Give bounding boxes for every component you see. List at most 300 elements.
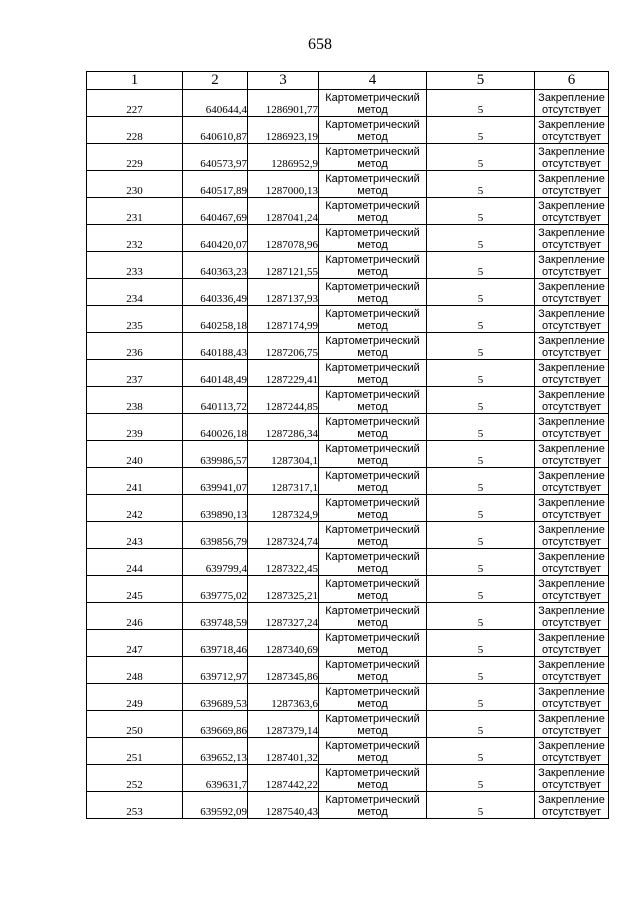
accuracy-value: 5 (427, 603, 535, 630)
header-col-3: 3 (248, 72, 319, 90)
point-number: 241 (87, 468, 183, 495)
determination-method (319, 684, 427, 711)
fixing-line-1: Закрепление (538, 173, 605, 185)
accuracy-value: 5 (427, 117, 535, 144)
method-line-2: метод (357, 806, 388, 818)
fixing-description (535, 684, 609, 711)
header-col-6: 6 (535, 72, 609, 90)
coordinate-y: 1287137,93 (248, 279, 319, 306)
accuracy-value: 5 (427, 549, 535, 576)
fixing-line-1: Закрепление (538, 416, 605, 428)
determination-method (319, 279, 427, 306)
fixing-line-2: отсутствует (541, 131, 601, 143)
point-number: 235 (87, 306, 183, 333)
table-row (87, 603, 609, 630)
fixing-line-1: Закрепление (538, 389, 605, 401)
coordinate-y: 1287121,55 (248, 252, 319, 279)
table-row (87, 549, 609, 576)
coordinate-x: 640026,18 (183, 414, 248, 441)
fixing-description (535, 252, 609, 279)
determination-method (319, 603, 427, 630)
table-row (87, 522, 609, 549)
fixing-line-2: отсутствует (541, 104, 601, 116)
fixing-line-1: Закрепление (538, 605, 605, 617)
fixing-line-1: Закрепление (538, 632, 605, 644)
method-line-2: метод (357, 401, 388, 413)
fixing-description (535, 225, 609, 252)
coordinate-x: 639941,07 (183, 468, 248, 495)
coordinate-x: 640258,18 (183, 306, 248, 333)
method-line-1: Картометрический (325, 173, 420, 185)
coordinate-x: 639890,13 (183, 495, 248, 522)
accuracy-value: 5 (427, 441, 535, 468)
table-row (87, 684, 609, 711)
determination-method (319, 360, 427, 387)
method-line-1: Картометрический (325, 713, 420, 725)
determination-method (319, 333, 427, 360)
coordinate-y: 1287540,43 (248, 792, 319, 819)
fixing-line-1: Закрепление (538, 659, 605, 671)
coordinate-x: 639669,86 (183, 711, 248, 738)
method-line-2: метод (357, 779, 388, 791)
accuracy-value: 5 (427, 765, 535, 792)
coordinate-x: 640363,23 (183, 252, 248, 279)
determination-method (319, 495, 427, 522)
page-number: 658 (308, 36, 332, 53)
coordinate-y: 1287322,45 (248, 549, 319, 576)
fixing-line-1: Закрепление (538, 146, 605, 158)
accuracy-value: 5 (427, 738, 535, 765)
coordinate-y: 1287000,13 (248, 171, 319, 198)
fixing-description (535, 333, 609, 360)
method-line-1: Картометрический (325, 362, 420, 374)
table-row (87, 144, 609, 171)
coordinate-y: 1287363,6 (248, 684, 319, 711)
fixing-line-1: Закрепление (538, 281, 605, 293)
method-line-1: Картометрический (325, 443, 420, 455)
fixing-line-2: отсутствует (541, 752, 601, 764)
method-line-2: метод (357, 131, 388, 143)
table-row (87, 198, 609, 225)
method-line-1: Картометрический (325, 497, 420, 509)
accuracy-value: 5 (427, 387, 535, 414)
method-line-1: Картометрический (325, 605, 420, 617)
point-number: 230 (87, 171, 183, 198)
point-number: 246 (87, 603, 183, 630)
determination-method (319, 657, 427, 684)
coordinate-x: 640113,72 (183, 387, 248, 414)
point-number: 249 (87, 684, 183, 711)
table-row (87, 306, 609, 333)
method-line-2: метод (357, 536, 388, 548)
method-line-1: Картометрический (325, 767, 420, 779)
method-line-2: метод (357, 455, 388, 467)
accuracy-value: 5 (427, 144, 535, 171)
determination-method (319, 117, 427, 144)
table-row (87, 468, 609, 495)
method-line-2: метод (357, 617, 388, 629)
method-line-1: Картометрический (325, 686, 420, 698)
coordinate-x: 640420,07 (183, 225, 248, 252)
coordinate-x: 640148,49 (183, 360, 248, 387)
method-line-1: Картометрический (325, 632, 420, 644)
fixing-line-2: отсутствует (541, 212, 601, 224)
determination-method (319, 387, 427, 414)
method-line-2: метод (357, 266, 388, 278)
coordinate-y: 1287244,85 (248, 387, 319, 414)
point-number: 240 (87, 441, 183, 468)
fixing-description (535, 198, 609, 225)
coordinate-y: 1287379,14 (248, 711, 319, 738)
accuracy-value: 5 (427, 306, 535, 333)
coordinate-y: 1287325,21 (248, 576, 319, 603)
method-line-1: Картометрический (325, 524, 420, 536)
method-line-2: метод (357, 563, 388, 575)
fixing-line-1: Закрепление (538, 578, 605, 590)
coordinate-x: 639986,57 (183, 441, 248, 468)
accuracy-value: 5 (427, 522, 535, 549)
table-row (87, 117, 609, 144)
point-number: 227 (87, 90, 183, 117)
coordinate-x: 640573,97 (183, 144, 248, 171)
fixing-description (535, 765, 609, 792)
fixing-line-2: отсутствует (541, 617, 601, 629)
coordinate-y: 1287304,1 (248, 441, 319, 468)
method-line-1: Картометрический (325, 200, 420, 212)
method-line-2: метод (357, 374, 388, 386)
header-col-1: 1 (87, 72, 183, 90)
method-line-2: метод (357, 185, 388, 197)
determination-method (319, 765, 427, 792)
coordinate-x: 639775,02 (183, 576, 248, 603)
fixing-description (535, 711, 609, 738)
determination-method (319, 225, 427, 252)
method-line-2: метод (357, 590, 388, 602)
table-row (87, 225, 609, 252)
determination-method (319, 144, 427, 171)
point-number: 251 (87, 738, 183, 765)
fixing-line-1: Закрепление (538, 551, 605, 563)
fixing-line-1: Закрепление (538, 335, 605, 347)
table-body (87, 90, 609, 819)
fixing-description (535, 549, 609, 576)
determination-method (319, 414, 427, 441)
method-line-1: Картометрический (325, 92, 420, 104)
method-line-1: Картометрический (325, 794, 420, 806)
fixing-description (535, 738, 609, 765)
fixing-line-2: отсутствует (541, 239, 601, 251)
coordinate-y: 1287340,69 (248, 630, 319, 657)
header-col-5: 5 (427, 72, 535, 90)
coordinate-x: 639631,7 (183, 765, 248, 792)
method-line-1: Картометрический (325, 308, 420, 320)
coordinate-y: 1287174,99 (248, 306, 319, 333)
accuracy-value: 5 (427, 279, 535, 306)
method-line-1: Картометрический (325, 119, 420, 131)
point-number: 242 (87, 495, 183, 522)
fixing-description (535, 387, 609, 414)
point-number: 250 (87, 711, 183, 738)
method-line-1: Картометрический (325, 740, 420, 752)
accuracy-value: 5 (427, 684, 535, 711)
coordinate-y: 1287324,9 (248, 495, 319, 522)
method-line-1: Картометрический (325, 227, 420, 239)
determination-method (319, 171, 427, 198)
accuracy-value: 5 (427, 90, 535, 117)
point-number: 252 (87, 765, 183, 792)
accuracy-value: 5 (427, 792, 535, 819)
fixing-line-1: Закрепление (538, 119, 605, 131)
method-line-1: Картометрический (325, 389, 420, 401)
point-number: 247 (87, 630, 183, 657)
method-line-2: метод (357, 671, 388, 683)
table-row (87, 765, 609, 792)
coordinate-y: 1287327,24 (248, 603, 319, 630)
determination-method (319, 522, 427, 549)
coordinate-x: 640517,89 (183, 171, 248, 198)
fixing-description (535, 630, 609, 657)
fixing-line-2: отсутствует (541, 671, 601, 683)
method-line-1: Картометрический (325, 254, 420, 266)
table-row (87, 657, 609, 684)
method-line-2: метод (357, 320, 388, 332)
method-line-2: метод (357, 482, 388, 494)
determination-method (319, 630, 427, 657)
table-row (87, 252, 609, 279)
fixing-description (535, 603, 609, 630)
fixing-line-2: отсутствует (541, 482, 601, 494)
coordinate-x: 640467,69 (183, 198, 248, 225)
point-number: 248 (87, 657, 183, 684)
coordinate-y: 1286901,77 (248, 90, 319, 117)
determination-method (319, 468, 427, 495)
point-number: 237 (87, 360, 183, 387)
fixing-line-2: отсутствует (541, 455, 601, 467)
determination-method (319, 90, 427, 117)
coordinate-x: 639712,97 (183, 657, 248, 684)
table-row (87, 441, 609, 468)
point-number: 253 (87, 792, 183, 819)
method-line-2: метод (357, 158, 388, 170)
table-row (87, 360, 609, 387)
table-row (87, 711, 609, 738)
header-col-2: 2 (183, 72, 248, 90)
fixing-description (535, 468, 609, 495)
fixing-line-1: Закрепление (538, 767, 605, 779)
method-line-2: метод (357, 725, 388, 737)
fixing-line-1: Закрепление (538, 200, 605, 212)
accuracy-value: 5 (427, 576, 535, 603)
accuracy-value: 5 (427, 495, 535, 522)
table-row (87, 738, 609, 765)
determination-method (319, 792, 427, 819)
coordinate-y: 1287442,22 (248, 765, 319, 792)
method-line-1: Картометрический (325, 416, 420, 428)
coordinate-x: 640610,87 (183, 117, 248, 144)
table-row (87, 495, 609, 522)
fixing-description (535, 360, 609, 387)
fixing-description (535, 144, 609, 171)
method-line-1: Картометрический (325, 551, 420, 563)
accuracy-value: 5 (427, 414, 535, 441)
coordinate-x: 639689,53 (183, 684, 248, 711)
accuracy-value: 5 (427, 657, 535, 684)
coordinate-y: 1287206,75 (248, 333, 319, 360)
method-line-2: метод (357, 239, 388, 251)
fixing-line-1: Закрепление (538, 92, 605, 104)
accuracy-value: 5 (427, 198, 535, 225)
fixing-line-2: отсутствует (541, 428, 601, 440)
determination-method (319, 576, 427, 603)
coordinate-x: 640188,43 (183, 333, 248, 360)
method-line-2: метод (357, 104, 388, 116)
accuracy-value: 5 (427, 252, 535, 279)
accuracy-value: 5 (427, 333, 535, 360)
fixing-description (535, 576, 609, 603)
point-number: 245 (87, 576, 183, 603)
method-line-2: метод (357, 293, 388, 305)
fixing-line-1: Закрепление (538, 443, 605, 455)
table-header-row (87, 72, 609, 90)
fixing-description (535, 657, 609, 684)
coordinate-x: 639652,13 (183, 738, 248, 765)
coordinate-x: 640644,4 (183, 90, 248, 117)
determination-method (319, 549, 427, 576)
point-number: 238 (87, 387, 183, 414)
header-col-4: 4 (319, 72, 427, 90)
table-row (87, 792, 609, 819)
fixing-line-1: Закрепление (538, 470, 605, 482)
coordinate-y: 1287041,24 (248, 198, 319, 225)
point-number: 243 (87, 522, 183, 549)
fixing-line-2: отсутствует (541, 698, 601, 710)
point-number: 239 (87, 414, 183, 441)
fixing-line-2: отсутствует (541, 347, 601, 359)
table-row (87, 414, 609, 441)
fixing-line-2: отсутствует (541, 509, 601, 521)
fixing-line-2: отсутствует (541, 806, 601, 818)
method-line-1: Картометрический (325, 146, 420, 158)
point-number: 233 (87, 252, 183, 279)
coordinate-y: 1286952,9 (248, 144, 319, 171)
coordinate-y: 1287229,41 (248, 360, 319, 387)
table-row (87, 171, 609, 198)
table-row (87, 630, 609, 657)
fixing-line-1: Закрепление (538, 497, 605, 509)
fixing-line-2: отсутствует (541, 158, 601, 170)
fixing-description (535, 90, 609, 117)
fixing-line-1: Закрепление (538, 794, 605, 806)
determination-method (319, 252, 427, 279)
determination-method (319, 711, 427, 738)
method-line-1: Картометрический (325, 281, 420, 293)
coordinate-x: 639718,46 (183, 630, 248, 657)
determination-method (319, 306, 427, 333)
fixing-line-2: отсутствует (541, 644, 601, 656)
table-row (87, 333, 609, 360)
coordinate-y: 1287078,96 (248, 225, 319, 252)
fixing-line-1: Закрепление (538, 308, 605, 320)
method-line-2: метод (357, 347, 388, 359)
fixing-description (535, 306, 609, 333)
coordinate-y: 1287345,86 (248, 657, 319, 684)
table-row (87, 387, 609, 414)
determination-method (319, 441, 427, 468)
fixing-line-2: отсутствует (541, 374, 601, 386)
method-line-2: метод (357, 698, 388, 710)
accuracy-value: 5 (427, 711, 535, 738)
coordinate-y: 1287317,1 (248, 468, 319, 495)
fixing-line-1: Закрепление (538, 362, 605, 374)
coordinate-x: 639592,09 (183, 792, 248, 819)
method-line-1: Картометрический (325, 578, 420, 590)
method-line-2: метод (357, 509, 388, 521)
accuracy-value: 5 (427, 360, 535, 387)
fixing-line-2: отсутствует (541, 590, 601, 602)
method-line-2: метод (357, 752, 388, 764)
coordinates-table (86, 71, 609, 819)
accuracy-value: 5 (427, 225, 535, 252)
method-line-2: метод (357, 644, 388, 656)
point-number: 244 (87, 549, 183, 576)
fixing-line-1: Закрепление (538, 713, 605, 725)
fixing-line-2: отсутствует (541, 185, 601, 197)
determination-method (319, 198, 427, 225)
coordinate-y: 1287401,32 (248, 738, 319, 765)
table-row (87, 279, 609, 306)
fixing-description (535, 495, 609, 522)
method-line-1: Картометрический (325, 335, 420, 347)
fixing-line-2: отсутствует (541, 563, 601, 575)
fixing-line-2: отсутствует (541, 293, 601, 305)
method-line-1: Картометрический (325, 470, 420, 482)
point-number: 236 (87, 333, 183, 360)
fixing-line-2: отсутствует (541, 725, 601, 737)
point-number: 229 (87, 144, 183, 171)
fixing-line-2: отсутствует (541, 401, 601, 413)
accuracy-value: 5 (427, 171, 535, 198)
coordinate-y: 1287324,74 (248, 522, 319, 549)
accuracy-value: 5 (427, 468, 535, 495)
fixing-description (535, 171, 609, 198)
table-row (87, 90, 609, 117)
coordinate-y: 1287286,34 (248, 414, 319, 441)
fixing-description (535, 441, 609, 468)
fixing-line-2: отсутствует (541, 536, 601, 548)
accuracy-value: 5 (427, 630, 535, 657)
fixing-line-1: Закрепление (538, 740, 605, 752)
method-line-1: Картометрический (325, 659, 420, 671)
fixing-description (535, 279, 609, 306)
point-number: 231 (87, 198, 183, 225)
fixing-description (535, 522, 609, 549)
point-number: 232 (87, 225, 183, 252)
point-number: 228 (87, 117, 183, 144)
fixing-line-2: отсутствует (541, 266, 601, 278)
coordinate-x: 639856,79 (183, 522, 248, 549)
fixing-line-1: Закрепление (538, 686, 605, 698)
fixing-line-1: Закрепление (538, 254, 605, 266)
coordinate-x: 639748,59 (183, 603, 248, 630)
table-row (87, 576, 609, 603)
method-line-2: метод (357, 212, 388, 224)
fixing-description (535, 117, 609, 144)
fixing-line-1: Закрепление (538, 524, 605, 536)
determination-method (319, 738, 427, 765)
coordinate-x: 640336,49 (183, 279, 248, 306)
fixing-description (535, 414, 609, 441)
coordinate-x: 639799,4 (183, 549, 248, 576)
